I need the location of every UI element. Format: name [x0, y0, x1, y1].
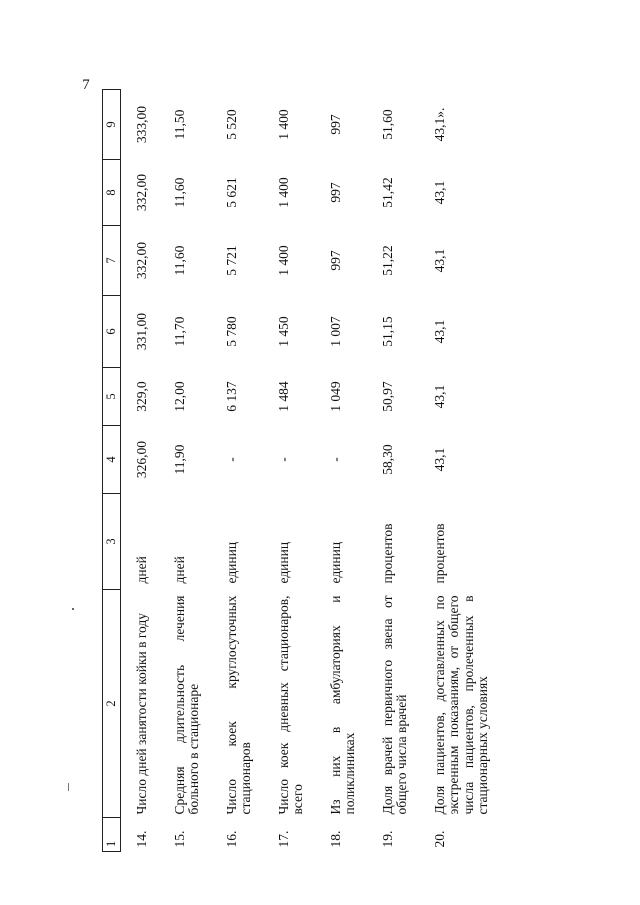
unit-cell: процентов: [431, 523, 447, 584]
unit-cell: единиц: [327, 541, 343, 584]
value-cell: -: [327, 457, 343, 462]
column-header: 5: [103, 368, 121, 426]
column-header: 3: [103, 494, 121, 590]
table-header-row: [103, 90, 121, 852]
table-row: [381, 90, 433, 852]
value-cell: 43,1: [431, 319, 447, 344]
indicator-table: [102, 89, 519, 852]
value-cell: 332,00: [134, 173, 149, 212]
row-number: 19.: [379, 830, 395, 848]
value-cell: -: [275, 457, 291, 462]
indicator-name: Доля пациентов, доставленных по экстренным показаниям, от общего числа пациентов, пролеченных в стационарных условиях: [431, 595, 490, 815]
value-cell: 1 007: [327, 316, 343, 347]
unit-cell: единиц: [223, 541, 239, 584]
indicator-name: Из них в амбулаториях и поликлиниках: [327, 595, 357, 815]
value-cell: 43,1: [431, 248, 447, 273]
indicator-name: Доля врачей первичного звена от общего числа врачей: [379, 595, 409, 815]
column-header: 8: [103, 160, 121, 226]
value-cell: 5 721: [223, 245, 239, 276]
value-cell: 43,1: [431, 447, 447, 472]
rotated-table-container: [102, 90, 632, 852]
row-number: 14.: [134, 830, 149, 848]
value-cell: 6 137: [223, 381, 239, 412]
value-cell: 51,60: [379, 109, 395, 140]
column-header: 7: [103, 226, 121, 296]
value-cell: 58,30: [379, 444, 395, 475]
value-cell: 11,70: [171, 316, 187, 347]
value-cell: 43,1: [431, 180, 447, 205]
table-row: [121, 90, 173, 852]
value-cell: 333,00: [134, 105, 149, 144]
indicator-name: Средняя длительность лечения больного в стационаре: [171, 595, 201, 815]
value-cell: 51,15: [379, 316, 395, 347]
value-cell: 11,90: [171, 444, 187, 475]
row-number: 16.: [223, 830, 239, 848]
indicator-name: Число коек дневных стационаров, всего: [275, 595, 305, 815]
value-cell: 50,97: [379, 381, 395, 412]
value-cell: 11,60: [171, 177, 187, 208]
value-cell: 11,50: [171, 109, 187, 140]
value-cell: 5 780: [223, 316, 239, 347]
value-cell: 326,00: [134, 440, 149, 479]
row-number: 20.: [431, 830, 447, 848]
value-cell: 43,1».: [431, 107, 447, 142]
indicator-name: Число коек круглосуточных стационаров: [223, 595, 253, 815]
value-cell: 5 621: [223, 177, 239, 208]
table-row: [225, 90, 277, 852]
value-cell: 997: [327, 114, 343, 135]
value-cell: 331,00: [134, 312, 149, 351]
row-number: 15.: [171, 830, 187, 848]
table-row: [173, 90, 225, 852]
value-cell: 1 450: [275, 316, 291, 347]
value-cell: 1 400: [275, 245, 291, 276]
value-cell: 5 520: [223, 109, 239, 140]
value-cell: -: [223, 457, 239, 462]
value-cell: 1 484: [275, 381, 291, 412]
unit-cell: процентов: [379, 523, 395, 584]
table-row: [329, 90, 381, 852]
value-cell: 1 400: [275, 109, 291, 140]
column-header: 2: [103, 590, 121, 818]
unit-cell: единиц: [275, 541, 291, 584]
row-number: 17.: [275, 830, 291, 848]
unit-cell: дней: [171, 556, 187, 584]
value-cell: 997: [327, 182, 343, 203]
value-cell: 12,00: [171, 381, 187, 412]
page-number: 7: [82, 77, 90, 93]
column-header: 1: [103, 818, 121, 852]
value-cell: 997: [327, 250, 343, 271]
value-cell: 1 400: [275, 177, 291, 208]
table-row: [277, 90, 329, 852]
column-header: 6: [103, 296, 121, 368]
value-cell: 1 049: [327, 381, 343, 412]
margin-dot: [72, 608, 74, 610]
column-header: 9: [103, 90, 121, 160]
table-row: [433, 90, 519, 852]
indicator-name: Число дней занятости койки в году: [134, 612, 149, 815]
margin-mark: [68, 783, 69, 791]
row-number: 18.: [327, 830, 343, 848]
unit-cell: дней: [134, 556, 149, 584]
value-cell: 51,22: [379, 245, 395, 276]
value-cell: 51,42: [379, 177, 395, 208]
value-cell: 43,1: [431, 384, 447, 409]
value-cell: 329,0: [134, 381, 149, 412]
value-cell: 332,00: [134, 241, 149, 280]
column-header: 4: [103, 426, 121, 494]
value-cell: 11,60: [171, 245, 187, 276]
